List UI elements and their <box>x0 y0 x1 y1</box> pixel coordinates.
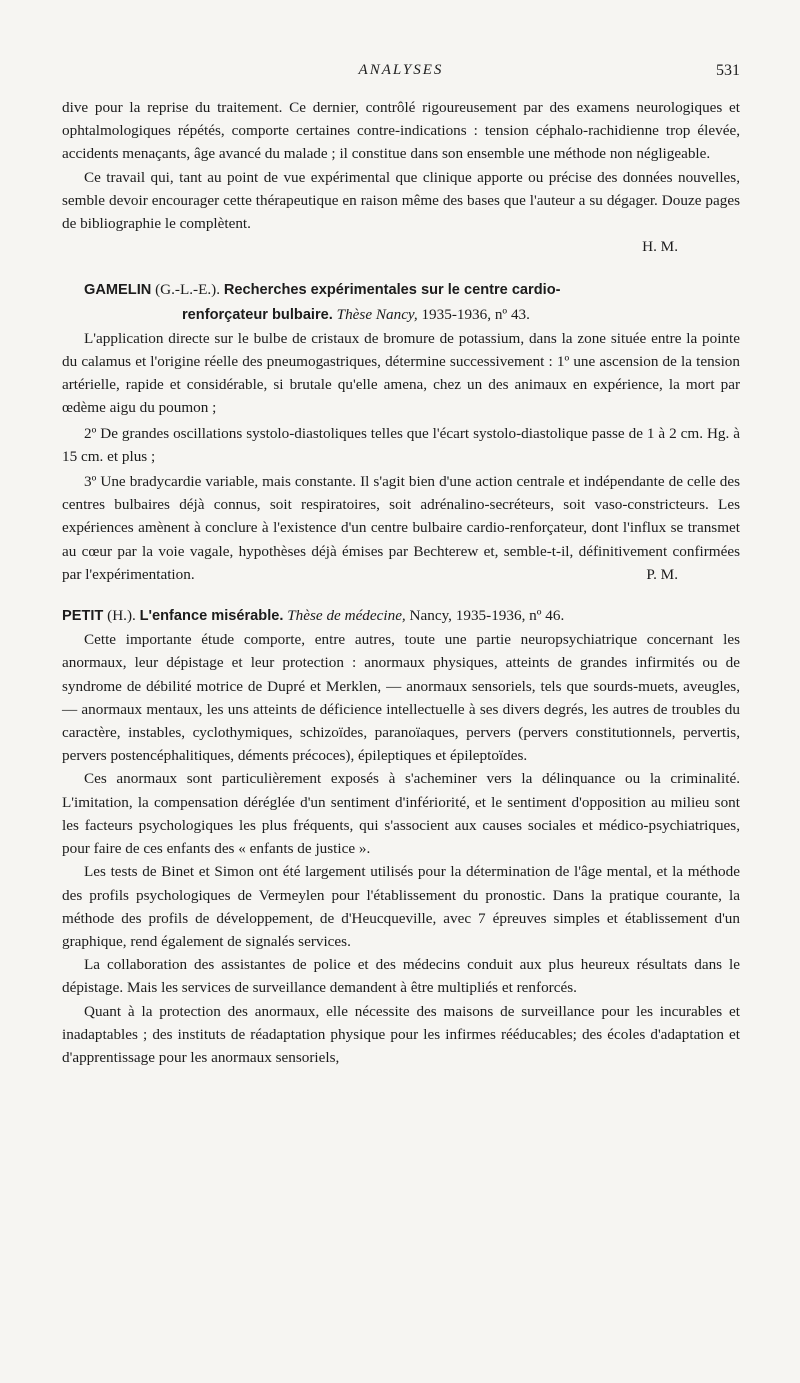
review-1-title-part2: renforçateur bulbaire. <box>182 306 333 323</box>
review-1-thesis: Thèse Nancy, <box>336 305 418 323</box>
review-2-paragraph-5: Quant à la protection des anormaux, elle nécessite des maisons de surveillance pour les incurables et inadaptables ; des instituts de réadaptation physique pour les infirmes rééducables; des écoles d'adaptation et d'apprentissage pour les anormaux sensoriels, <box>62 1002 740 1066</box>
intro-signature: H. M. <box>642 238 678 256</box>
review-2-paragraph-1: Cette importante étude comporte, entre autres, toute une partie neuropsychiatrique concernant les anormaux, leur dépistage et leur protection : anormaux physiques, atteints de grandes infirmités ou de syndrome de débilité motrice de Dupré et Merklen, — anormaux sensoriels, tels que sourds-muets, aveugles, — anormaux mentaux, les uns atteints de déficience intellectuelle à ses divers degrés, les autres de troubles du caractère, instables, cyclothymiques, schizoïdes, paranoïaques, pervers (pervers constitutionnels, pervertis, pervers postencéphalitiques, déments précoces), épileptiques et épileptoïdes. <box>62 631 740 765</box>
page-body <box>62 96 740 1069</box>
review-2-initials: (H.). <box>107 607 136 625</box>
review-2-author: PETIT <box>62 608 104 625</box>
review-1-paragraph-3 <box>62 470 740 586</box>
review-2-citation: Nancy, 1935-1936, nº 46. <box>409 607 565 625</box>
review-1-initials: (G.-L.-E.). <box>155 281 221 299</box>
review-1-title-part1: Recherches expérimentales sur le centre cardio- <box>223 282 561 299</box>
review-1-signature: P. M. <box>646 565 678 583</box>
review-1-author: GAMELIN <box>84 282 152 299</box>
review-1-citation: 1935-1936, nº 43. <box>421 305 530 323</box>
review-1-heading <box>62 278 740 302</box>
running-title: ANALYSES <box>358 62 444 78</box>
review-2-thesis: Thèse de médecine, <box>287 607 406 625</box>
page-number: 531 <box>716 62 740 79</box>
review-2-paragraph-2: Ces anormaux sont particulièrement exposés à s'acheminer vers la délinquance ou la criminalité. L'imitation, la compensation déréglée d'un sentiment d'infériorité, et le sentiment d'opposition au milieu sont les facteurs psychologiques les plus fréquents, qui s'associent aux causes sociales et médico-psychiatriques, pour faire de ces enfants des « enfants de justice ». <box>62 770 740 858</box>
review-1-paragraph-3-text: 3º Une bradycardie variable, mais constante. Il s'agit bien d'une action centrale et indépendante de celle des centres bulbaires déjà connus, soit respiratoires, soit adrénalino-secréteurs, soit vaso-constricteurs. Les expériences amènent à conclure à l'existence d'un centre bulbaire cardio-renforçateur, dont l'influx se transmet au cœur par la voie vagale, hypothèses déjà émises par Bechterew et, semble-t-il, définitivement confirmées par l'expérimentation. <box>62 473 740 583</box>
intro-paragraph-1: dive pour la reprise du traitement. Ce dernier, contrôlé rigoureusement par des examens neurologiques et ophtalmologiques répétés, comporte certaines contre-indications : tension céphalo-rachidienne trop élevée, accidents menaçants, âge avancé du malade ; il constitue dans son ensemble une méthode non négligeable. <box>62 99 740 163</box>
review-2-paragraph-4: La collaboration des assistantes de police et des médecins conduit aux plus heureux résultats dans le dépistage. Mais les services de surveillance demandent à être multipliés et renforcés. <box>62 956 740 997</box>
review-2-title: L'enfance misérable. <box>139 608 284 625</box>
review-1-paragraph-2: 2º De grandes oscillations systolo-diastoliques telles que l'écart systolo-diastolique passe de 1 à 2 cm. Hg. à 15 cm. et plus ; <box>62 424 740 465</box>
intro-paragraph-2: Ce travail qui, tant au point de vue expérimental que clinique apporte ou précise des données nouvelles, semble devoir encourager cette thérapeutique en raison même des bases que l'auteur a su dégager. Douze pages de bibliographie le complètent. <box>62 168 740 233</box>
review-1-paragraph-1: L'application directe sur le bulbe de cristaux de bromure de potassium, dans la zone située entre la pointe du calamus et l'origine réelle des pneumogastriques, détermine successivement : 1º une ascension de la tension artérielle, rapide et considérable, si brutale qu'elle amena, chez un des animaux en expérience, la mort par œdème aigu du poumon ; <box>62 329 740 417</box>
review-2-paragraph-3: Les tests de Binet et Simon ont été largement utilisés pour la détermination de l'âge mental, et la méthode des profils psychologiques de Vermeylen pour l'établissement du pronostic. Dans la pratique courante, la méthode des profils de développement, de d'Heucqueville, avec 7 épreuves simples et établissement d'un graphique, rend également de signalés services. <box>62 863 740 950</box>
review-2-heading <box>62 604 740 628</box>
page-header <box>62 62 740 86</box>
review-1-heading-line2 <box>62 303 740 327</box>
